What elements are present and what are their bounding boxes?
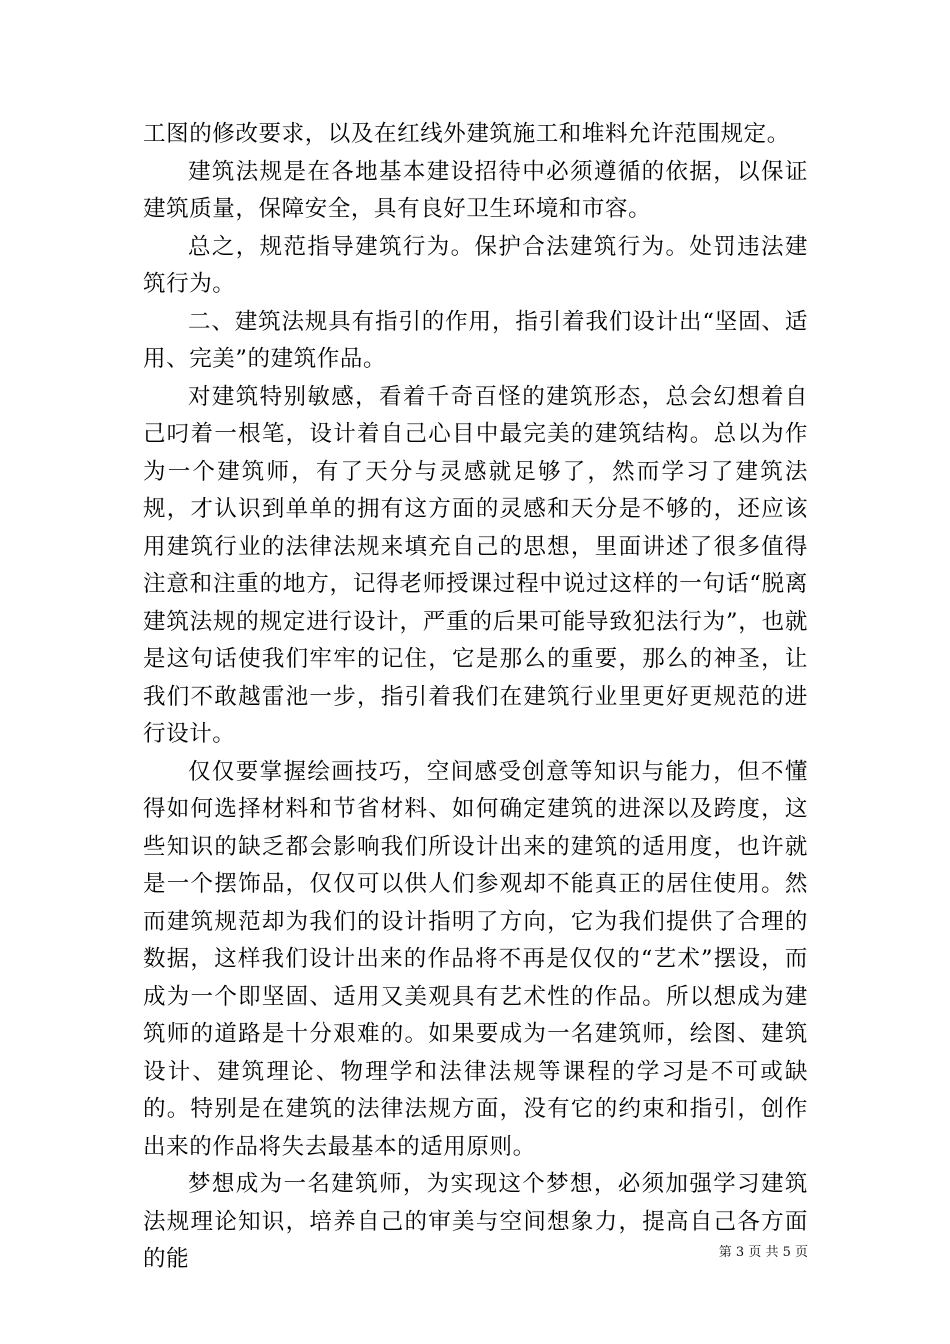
paragraph-skills-and-standards: 仅仅要掌握绘画技巧，空间感受创意等知识与能力，但不懂得如何选择材料和节省材料、如何确定建筑的进深以及跨度，这些知识的缺乏都会影响我们所设计出来的建筑的适用度，也许就是一个摆饰品，仅仅可以供人们参观却不能真正的居住使用。然而建筑规范却为我们的设计指明了方向，它为我们提供了合理的数据，这样我们设计出来的作品将不再是仅仅的“艺术”摆设，而成为一个即坚固、适用又美观具有艺术性的作品。所以想成为建筑师的道路是十分艰难的。如果要成为一名建筑师，绘图、建筑设计、建筑理论、物理学和法律法规等课程的学习是不可或缺的。特别是在建筑的法律法规方面，没有它的约束和指引，创作出来的作品将失去最基本的适用原则。 — [143, 758, 808, 1160]
paragraph-dream-architect: 梦想成为一名建筑师，为实现这个梦想，必须加强学习建筑法规理论知识，培养自己的审美与空间想象力，提高自己各方面的能 — [143, 1171, 808, 1272]
paragraph-architect-reflection: 对建筑特别敏感，看着千奇百怪的建筑形态，总会幻想着自己叼着一根笔，设计着自己心目中最完美的建筑结构。总以为作为一个建筑师，有了天分与灵感就足够了，然而学习了建筑法规，才认识到单单的拥有这方面的灵感和天分是不够的，还应该用建筑行业的法律法规来填充自己的思想，里面讲述了很多值得注意和注重的地方，记得老师授课过程中说过这样的一句话“脱离建筑法规的规定进行设计，严重的后果可能导致犯法行为”，也就是这句话使我们牢牢的记住，它是那么的重要，那么的神圣，让我们不敢越雷池一步，指引着我们在建筑行业里更好更规范的进行设计。 — [143, 383, 808, 747]
paragraph-summary: 总之，规范指导建筑行为。保护合法建筑行为。处罚违法建筑行为。 — [143, 233, 808, 297]
paragraph-section-heading-two: 二、建筑法规具有指引的作用，指引着我们设计出“坚固、适用、完美”的建筑作品。 — [143, 308, 808, 372]
paragraph-building-regulations-basis: 建筑法规是在各地基本建设招待中必须遵循的依据，以保证建筑质量，保障安全，具有良好卫生环境和市容。 — [143, 158, 808, 222]
page-number-footer: 第 3 页 共 5 页 — [718, 1245, 808, 1260]
paragraph-continuation: 工图的修改要求，以及在红线外建筑施工和堆料允许范围规定。 — [143, 121, 790, 147]
document-body — [143, 116, 808, 1279]
